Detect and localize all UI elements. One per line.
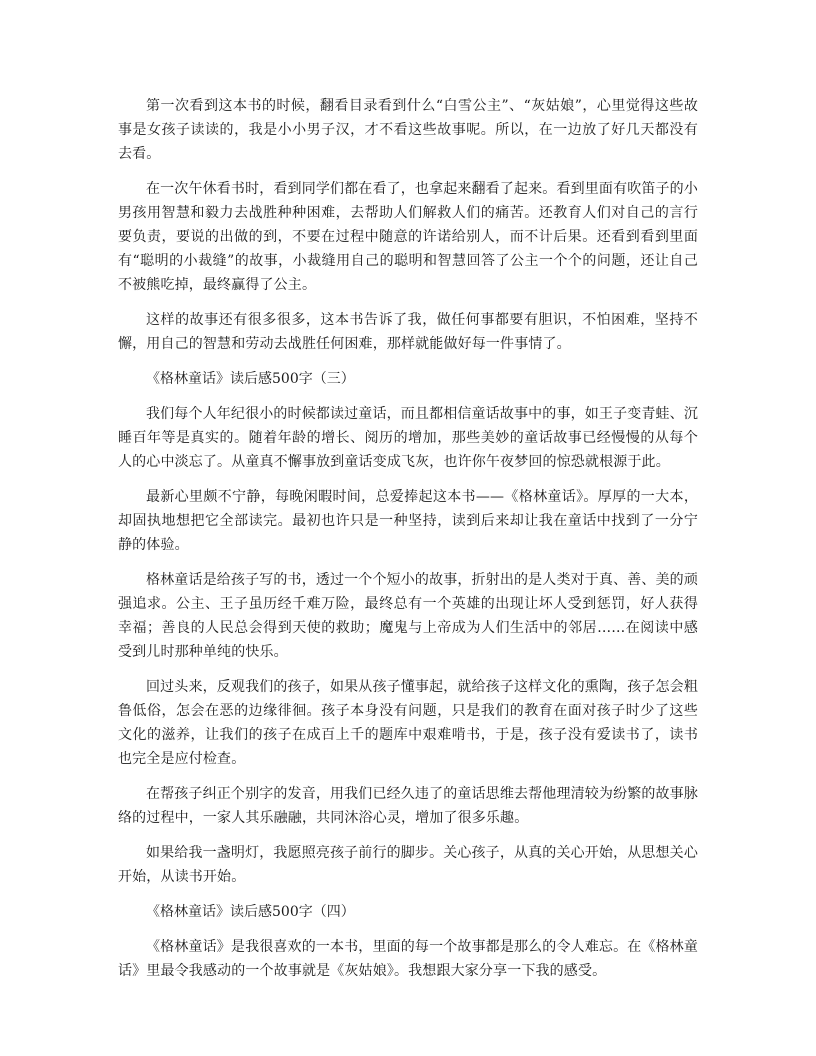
- paragraph-many-stories: 这样的故事还有很多很多，这本书告诉了我，做任何事都要有胆识，不怕困难，坚持不懈，用自己的智慧和劳动去战胜任何困难，那样就能做好每一件事情了。: [118, 312, 698, 352]
- paragraph-bright-lamp: 如果给我一盏明灯，我愿照亮孩子前行的脚步。关心孩子，从真的关心开始，从思想关心开始，从读书开始。: [118, 845, 698, 885]
- section-heading-3: 《格林童话》读后感500字（三）: [146, 371, 355, 387]
- document-page: [118, 94, 698, 994]
- paragraph-favorite-book: 《格林童话》是我很喜欢的一本书，里面的每一个故事都是那么的令人难忘。在《格林童话》里最令我感动的一个故事就是《灰姑娘》。我想跟大家分享一下我的感受。: [118, 939, 698, 979]
- paragraph-help-child: 在帮孩子纠正个别字的发音，用我们已经久违了的童话思维去帮他理清较为纷繁的故事脉络的过程中，一家人其乐融融，共同沐浴心灵，增加了很多乐趣。: [118, 786, 698, 826]
- paragraph-childhood-fairytales: 我们每个人年纪很小的时候都读过童话，而且都相信童话故事中的事，如王子变青蛙、沉睡百年等是真实的。随着年龄的增长、阅历的增加，那些美妙的童话故事已经慢慢的从每个人的心中淡忘了。从童真不懈事放到童话变成飞灰，也许你午夜梦回的惊恐就根源于此。: [118, 406, 698, 470]
- paragraph-look-back: 回过头来，反观我们的孩子，如果从孩子懂事起，就给孩子这样文化的熏陶，孩子怎会粗鲁低俗，怎会在恶的边缘徘徊。孩子本身没有问题，只是我们的教育在面对孩子时少了这些文化的滋养，让我们的孩子在成百上千的题库中艰难啃书，于是，孩子没有爱读书了，读书也完全是应付检查。: [118, 679, 698, 767]
- paragraph-book-for-children: 格林童话是给孩子写的书，透过一个个短小的故事，折射出的是人类对于真、善、美的顽强追求。公主、王子虽历经千难万险，最终总有一个英雄的出现让坏人受到惩罚，好人获得幸福；善良的人民总会得到天使的救助；魔鬼与上帝成为人们生活中的邻居……在阅读中感受到儿时那种单纯的快乐。: [118, 572, 698, 660]
- paragraph-quiet-reading: 最新心里颇不宁静，每晚闲暇时间，总爱捧起这本书——《格林童话》。厚厚的一大本，却固执地想把它全部读完。最初也许只是一种坚持，读到后来却让我在童话中找到了一分宁静的体验。: [118, 489, 698, 553]
- paragraph-first-look: 第一次看到这本书的时候，翻看目录看到什么“白雪公主”、“灰姑娘”，心里觉得这些故事是女孩子读读的，我是小小男子汉，才不看这些故事呢。所以，在一边放了好几天都没有去看。: [118, 98, 698, 162]
- section-heading-4: 《格林童话》读后感500字（四）: [146, 904, 355, 920]
- paragraph-noon-reading: 在一次午休看书时，看到同学们都在看了，也拿起来翻看了起来。看到里面有吹笛子的小男孩用智慧和毅力去战胜种种困难，去帮助人们解救人们的痛苦。还教育人们对自己的言行要负责，要说的出做的到，不要在过程中随意的许诺给别人，而不计后果。还看到看到里面有“聪明的小裁缝”的故事，小裁缝用自己的聪明和智慧回答了公主一个个的问题，还让自己不被熊吃掉，最终赢得了公主。: [118, 181, 698, 293]
